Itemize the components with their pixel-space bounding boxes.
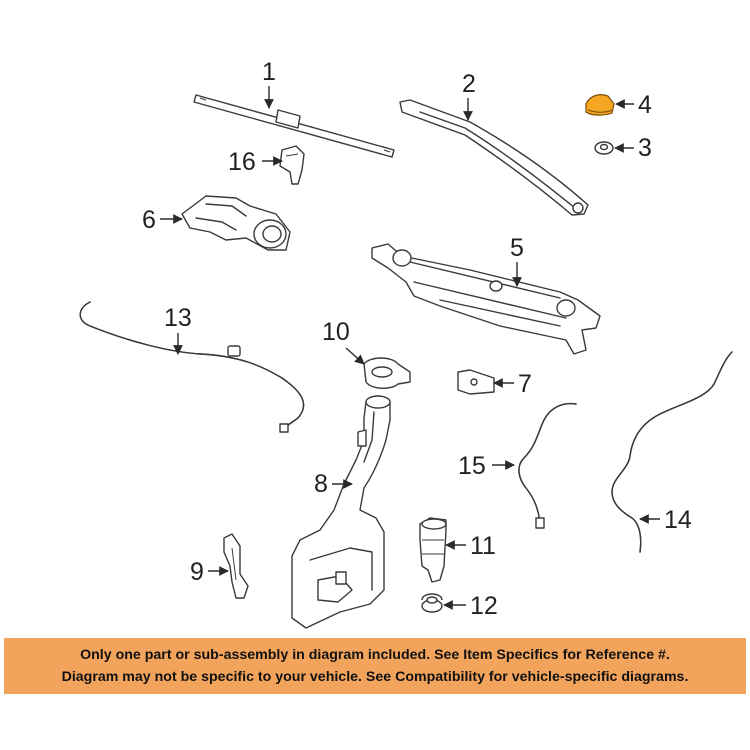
part-12-grommet: [422, 594, 442, 612]
disclaimer-line-1: Only one part or sub-assembly in diagram included. See Item Specifics for Reference #.: [80, 647, 670, 663]
callout-label-1: 1: [262, 58, 276, 86]
callout-4: [616, 91, 652, 119]
callout-3: [615, 134, 652, 162]
part-7-bracket: [458, 370, 494, 394]
disclaimer-line-2: Diagram may not be specific to your vehicle. See Compatibility for vehicle-specific diagrams.: [61, 669, 689, 685]
callout-label-6: 6: [142, 206, 156, 234]
callout-14: [640, 506, 692, 534]
callout-2: [462, 70, 476, 120]
disclaimer-banner: [4, 638, 746, 694]
callout-label-5: 5: [510, 234, 524, 262]
part-10-clamp: [364, 358, 410, 388]
part-2-wiper-arm: [400, 100, 588, 215]
callout-label-9: 9: [190, 558, 204, 586]
callout-label-4: 4: [638, 91, 652, 119]
part-11-washer-pump: [420, 518, 446, 582]
callout-15: [458, 452, 514, 480]
part-15-washer-hose: [519, 404, 576, 528]
callout-label-13: 13: [164, 304, 192, 332]
callout-label-2: 2: [462, 70, 476, 98]
callout-12: [444, 592, 498, 620]
part-13-washer-hose: [80, 302, 303, 432]
callout-label-3: 3: [638, 134, 652, 162]
callout-label-7: 7: [518, 370, 532, 398]
callout-1: [262, 58, 276, 108]
callout-7: [494, 370, 532, 398]
part-6-wiper-motor: [182, 196, 290, 250]
callout-9: [190, 558, 228, 586]
part-3-nut: [595, 142, 613, 154]
callout-5: [510, 234, 524, 286]
callout-label-15: 15: [458, 452, 486, 480]
part-8-washer-reservoir: [292, 396, 390, 628]
callout-label-10: 10: [322, 318, 350, 346]
callout-label-8: 8: [314, 470, 328, 498]
callout-11: [446, 532, 496, 560]
part-5-wiper-linkage: [372, 244, 600, 354]
callout-label-11: 11: [470, 532, 496, 560]
callout-label-14: 14: [664, 506, 692, 534]
callout-6: [142, 206, 182, 234]
part-4-arm-cap: [586, 95, 614, 115]
callout-label-16: 16: [228, 148, 256, 176]
part-9-bracket: [224, 534, 248, 598]
part-16-clip: [280, 146, 304, 184]
callout-label-12: 12: [470, 592, 498, 620]
callout-16: [228, 148, 282, 176]
callout-10: [322, 318, 364, 364]
callout-13: [164, 304, 192, 354]
